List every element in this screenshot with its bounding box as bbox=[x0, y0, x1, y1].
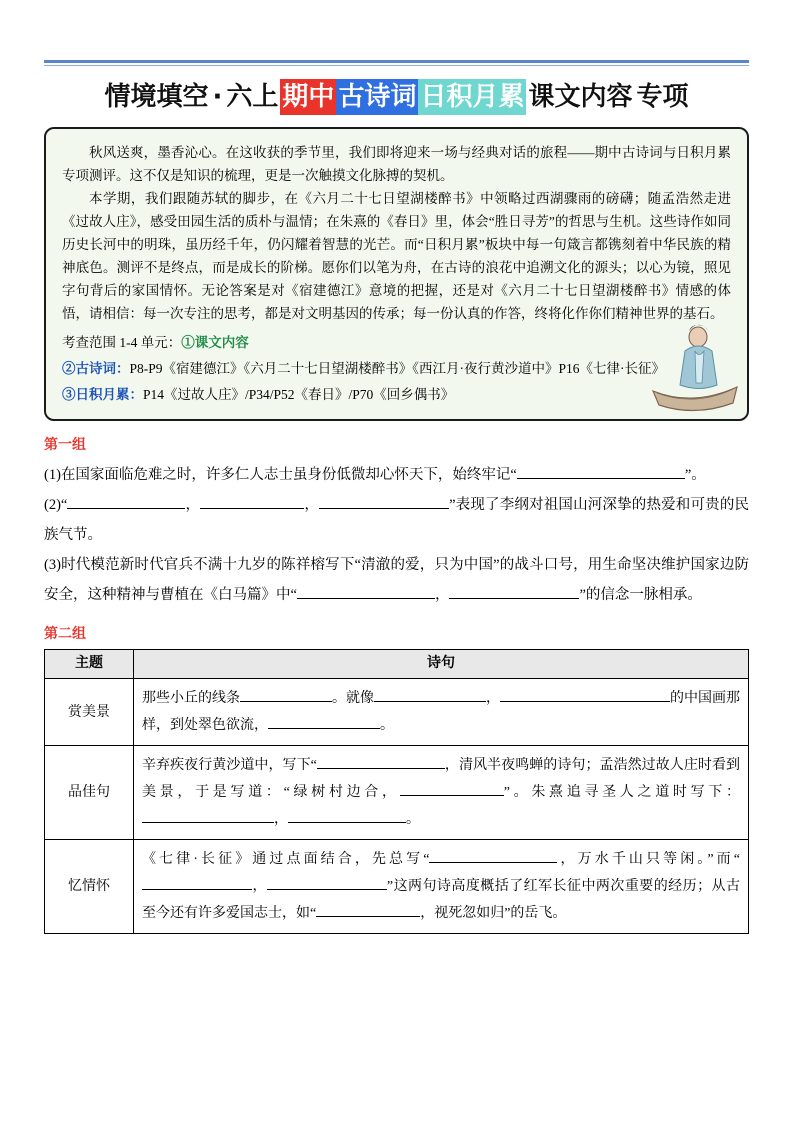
answer-blank[interactable] bbox=[517, 462, 685, 479]
scope-item-3-text: P14《过故人庄》/P34/P52《春日》/P70《回乡偶书》 bbox=[143, 387, 455, 402]
answer-blank[interactable] bbox=[67, 492, 185, 509]
answer-blank[interactable] bbox=[319, 492, 449, 509]
verse-text: ， bbox=[486, 691, 500, 706]
verse-text: ，万水千山只等闲。”而“ bbox=[557, 852, 740, 867]
question-1-text-b: ”。 bbox=[684, 467, 706, 483]
answer-blank[interactable] bbox=[288, 806, 406, 823]
scope-item-1: ①课文内容 bbox=[181, 335, 249, 350]
answer-blank[interactable] bbox=[200, 492, 304, 509]
question-2 bbox=[44, 490, 749, 550]
intro-box bbox=[44, 127, 749, 421]
page-title bbox=[44, 79, 749, 115]
answer-blank[interactable] bbox=[374, 685, 486, 702]
question-3 bbox=[44, 550, 749, 610]
answer-blank[interactable] bbox=[142, 873, 252, 890]
question-1-text-a: (1)在国家面临危难之时，许多仁人志士虽身份低微却心怀天下，始终牢记“ bbox=[44, 467, 517, 483]
table-header-row bbox=[45, 650, 749, 679]
verse-text: ， bbox=[274, 812, 288, 827]
title-segment: 日积月累 bbox=[418, 79, 526, 115]
answer-blank[interactable] bbox=[449, 582, 579, 599]
row-verse bbox=[134, 746, 749, 840]
verse-text: 那些小丘的线条 bbox=[142, 691, 240, 706]
title-segment: · bbox=[212, 82, 223, 112]
table-row bbox=[45, 746, 749, 840]
title-segment: 专项 bbox=[636, 82, 689, 112]
title-segment: 六上 bbox=[226, 82, 279, 112]
question-2-text-d: ”表现了李纲对祖国山河深挚的热爱和可贵的民族气节。 bbox=[44, 497, 750, 543]
question-2-text-c: ， bbox=[304, 497, 320, 513]
answer-blank[interactable] bbox=[142, 806, 274, 823]
verse-text: ”这两句诗高度概括了红军长征中两次重要的经历；从古至今还有许多爱国志士，如“ bbox=[142, 879, 740, 921]
question-3-text-c: ”的信念一脉相承。 bbox=[579, 587, 702, 603]
header-rule-thin bbox=[44, 65, 749, 66]
verse-text: 。 bbox=[380, 718, 394, 733]
verse-text: 《七律·长征》通过点面结合，先总写“ bbox=[142, 852, 430, 867]
question-3-text-b: ， bbox=[434, 587, 450, 603]
intro-paragraph-1: 秋风送爽，墨香沁心。在这收获的季节里，我们即将迎来一场与经典对话的旅程——期中古诗词与日积月累专项测评。这不仅是知识的梳理，更是一次触摸文化脉搏的契机。 bbox=[62, 145, 731, 183]
answer-blank[interactable] bbox=[297, 582, 435, 599]
title-segment: 古诗词 bbox=[336, 79, 418, 115]
row-verse bbox=[134, 840, 749, 934]
verse-text: 。 bbox=[406, 812, 420, 827]
question-2-text-a: (2)“ bbox=[44, 497, 68, 513]
scope-line-3 bbox=[62, 383, 731, 407]
scope-label: 考查范围 1-4 单元： bbox=[62, 335, 182, 350]
intro-paragraph-2: 本学期，我们跟随苏轼的脚步，在《六月二十七日望湖楼醉书》中领略过西湖骤雨的磅礴；随孟浩然走进《过故人庄》，感受田园生活的质朴与温情；在朱熹的《春日》里，体会“胜日寻芳”的哲思与生机。这些诗作如同历史长河中的明珠，虽历经千年，仍闪耀着智慧的光芒。而“日积月累”板块中每一句箴言都镌刻着中华民族的精神底色。测评不是终点，而是成长的阶梯。愿你们以笔为舟，在古诗的浪花中追溯文化的源头；以心为镜，照见字句背后的家国情怀。无论答案是对《宿建德江》意境的把握，还是对《六月二十七日望湖楼醉书》情感的体悟，请相信：每一次专注的思考，都是对文明基因的传承；每一份认真的作答，终将化作你们精神世界的基石。 bbox=[62, 191, 731, 321]
header-rule-thick bbox=[44, 60, 749, 63]
verse-text: 的中国画那样，到处翠色欲流， bbox=[142, 691, 740, 733]
group-2-heading: 第二组 bbox=[44, 627, 86, 642]
answer-blank[interactable] bbox=[429, 846, 557, 863]
table-row bbox=[45, 840, 749, 934]
verses-table bbox=[44, 649, 749, 934]
scope-item-2-text: P8-P9《宿建德江》《六月二十七日望湖楼醉书》《西江月·夜行黄沙道中》P16《七律·长征》 bbox=[129, 361, 666, 376]
answer-blank[interactable] bbox=[400, 779, 504, 796]
verse-text: ”。朱熹追寻圣人之道时写下： bbox=[503, 785, 740, 800]
answer-blank[interactable] bbox=[316, 900, 420, 917]
row-verse bbox=[134, 679, 749, 746]
table-row bbox=[45, 679, 749, 746]
group-1-heading: 第一组 bbox=[44, 438, 86, 453]
answer-blank[interactable] bbox=[268, 712, 380, 729]
scope-line-2 bbox=[62, 357, 731, 381]
verse-text: 辛弃疾夜行黄沙道中，写下“ bbox=[142, 758, 317, 773]
answer-blank[interactable] bbox=[500, 685, 670, 702]
question-1 bbox=[44, 460, 749, 490]
scope-block bbox=[62, 331, 731, 407]
row-theme: 忆情怀 bbox=[45, 840, 134, 934]
row-theme: 赏美景 bbox=[45, 679, 134, 746]
verse-text: 。就像 bbox=[332, 691, 374, 706]
column-header-theme: 主题 bbox=[45, 650, 134, 679]
scope-item-2-label: ②古诗词： bbox=[62, 361, 130, 376]
answer-blank[interactable] bbox=[317, 752, 445, 769]
title-segment: 期中 bbox=[280, 79, 336, 115]
scope-item-3-label: ③日积月累： bbox=[62, 387, 143, 402]
question-2-text-b: ， bbox=[185, 497, 201, 513]
column-header-verse: 诗句 bbox=[134, 650, 749, 679]
scope-line-1 bbox=[62, 331, 731, 355]
question-3-text-a: (3)时代模范新时代官兵不满十九岁的陈祥榕写下“清澈的爱，只为中国”的战斗口号，用生命坚决维护国家边防安全，这种精神与曹植在《白马篇》中“ bbox=[44, 557, 749, 603]
answer-blank[interactable] bbox=[240, 685, 332, 702]
verse-text: ，清风半夜鸣蝉的诗句；孟浩然过故人庄时看到美景，于是写道：“绿树村边合， bbox=[142, 758, 741, 800]
verse-text: ，视死忽如归”的岳飞。 bbox=[420, 906, 567, 921]
verse-text: ， bbox=[252, 879, 267, 894]
title-segment: 课文内容 bbox=[528, 82, 633, 112]
answer-blank[interactable] bbox=[267, 873, 387, 890]
title-segment: 情境填空 bbox=[104, 82, 209, 112]
row-theme: 品佳句 bbox=[45, 746, 134, 840]
